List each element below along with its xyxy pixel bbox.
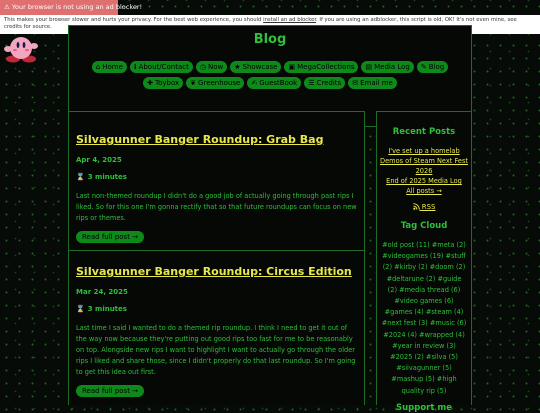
tag-cloud-heading: Tag Cloud — [400, 221, 448, 231]
tag-cloud[interactable]: #old post (11) #meta (2) #videogames (19) #stuff (2) #kirby (2) #doom (2) #deltarune (2) #guide (2) #media thread (6) #video games (6) #games (4) #steam (4) #next fest (3) #music (6) #2024 (4) #wrapped (4) #year in review (3) #2025 (2) #silva (5) #siivagunner (5) #mashup (5) #high quality rip (5) — [381, 241, 467, 395]
nav-blog[interactable] — [417, 61, 448, 73]
adblock-message-before: This makes your browser slower and hurts your privacy. For the best web experience, you should — [4, 17, 264, 23]
nav-toybox[interactable] — [143, 77, 183, 89]
adblock-warning-title — [0, 0, 143, 15]
post-date: Mar 24, 2025 — [76, 288, 128, 296]
read-full-post-button[interactable]: Read full post → — [76, 385, 144, 397]
nav-label: Greenhouse — [198, 79, 241, 87]
main-nav — [79, 61, 461, 89]
nav-label: Blog — [428, 63, 445, 71]
hourglass-icon: ⌛ — [76, 173, 85, 181]
clock-icon: ◷ — [199, 63, 206, 71]
nav-greenhouse[interactable] — [186, 77, 244, 89]
read-time-text: 3 minutes — [87, 305, 127, 313]
home-icon: ⌂ — [95, 63, 101, 71]
hourglass-icon: ⌛ — [76, 305, 85, 313]
warning-icon: ⚠ — [4, 3, 10, 11]
post-card — [76, 128, 358, 243]
puzzle-icon: ✚ — [147, 79, 153, 87]
nav-email[interactable] — [348, 77, 397, 89]
recent-post-link[interactable]: I've set up a homelab — [388, 147, 460, 155]
nav-label: Media Log — [374, 63, 410, 71]
rss-label: RSS — [421, 203, 436, 211]
star-icon: ★ — [234, 63, 241, 71]
install-adblocker-link[interactable]: install an ad blocker — [263, 17, 317, 23]
nav-showcase[interactable] — [230, 61, 281, 73]
recent-posts-list — [377, 146, 471, 196]
read-time — [76, 305, 358, 313]
recent-posts-heading: Recent Posts — [392, 127, 456, 137]
post-excerpt: Last non-themed roundup I didn't do a good job of actually going through past rips I liked. So for this one I'm gonna rectify that so that future roundups can focus on new rips or themes. — [76, 192, 357, 222]
recent-post-link[interactable]: Demos of Steam Next Fest 2026 — [380, 157, 468, 175]
nav-label: About/Contact — [138, 63, 189, 71]
nav-label: Now — [207, 63, 224, 71]
adblock-message-after: . If you are using an adblocker, this script is old, OK! It's not even mine, see credits for source. — [4, 17, 517, 30]
collection-icon: ▣ — [288, 63, 296, 71]
recent-post-link[interactable]: End of 2025 Media Log — [386, 177, 462, 185]
nav-guestbook[interactable] — [247, 77, 301, 89]
post-divider — [69, 250, 364, 251]
list-icon: ☰ — [308, 79, 315, 87]
read-time — [76, 173, 358, 181]
nav-label: Showcase — [242, 63, 278, 71]
nav-label: Toybox — [155, 79, 180, 87]
page-title: Blog — [253, 32, 287, 47]
kirby-mascot-icon — [4, 33, 38, 63]
post-excerpt: Last time I said I wanted to do a themed rip roundup. I think I need to get it out of the way now because they're putting out good rips too fast for me to be reasonably on top. Alongside new rips I want to highlight I want to actually go through the older rips I liked and share those, since I didn't properly do that last roundup. So I'm going to get this idea out first. — [76, 324, 356, 376]
post-title-link[interactable]: SiIvagunner Banger Roundup: Grab Bag — [76, 133, 324, 146]
nav-label: GuestBook — [259, 79, 298, 87]
post-card — [76, 260, 358, 397]
nav-label: MegaCollections — [297, 63, 355, 71]
read-time-text: 3 minutes — [87, 173, 127, 181]
adblock-title-text: Your browser is not using an ad blocker! — [11, 3, 143, 11]
pencil-icon: ✎ — [420, 63, 427, 71]
nav-label: Email me — [360, 79, 393, 87]
nav-about-contact[interactable] — [130, 61, 193, 73]
nav-label: Home — [102, 63, 123, 71]
leaf-icon: ❦ — [190, 79, 197, 87]
support-heading: Support me — [395, 402, 453, 413]
nav-megacollections[interactable] — [284, 61, 358, 73]
post-title-link[interactable]: SiIvagunner Banger Roundup: Circus Edition — [76, 265, 352, 278]
nav-credits[interactable] — [304, 77, 345, 89]
media-icon: ▤ — [365, 63, 373, 71]
all-posts-link[interactable]: All posts → — [406, 187, 442, 195]
nav-now[interactable] — [196, 61, 227, 73]
nav-home[interactable] — [92, 61, 127, 73]
envelope-icon: ✉ — [352, 79, 359, 87]
post-list — [68, 111, 365, 405]
post-date: Apr 4, 2025 — [76, 156, 122, 164]
signature-icon: ✍ — [251, 79, 258, 87]
rss-link[interactable] — [377, 203, 471, 211]
nav-media-log[interactable] — [361, 61, 413, 73]
rss-icon — [413, 203, 420, 210]
info-icon: ℹ — [133, 63, 137, 71]
nav-label: Credits — [316, 79, 342, 87]
read-full-post-button[interactable]: Read full post → — [76, 231, 144, 243]
sidebar — [376, 111, 472, 413]
